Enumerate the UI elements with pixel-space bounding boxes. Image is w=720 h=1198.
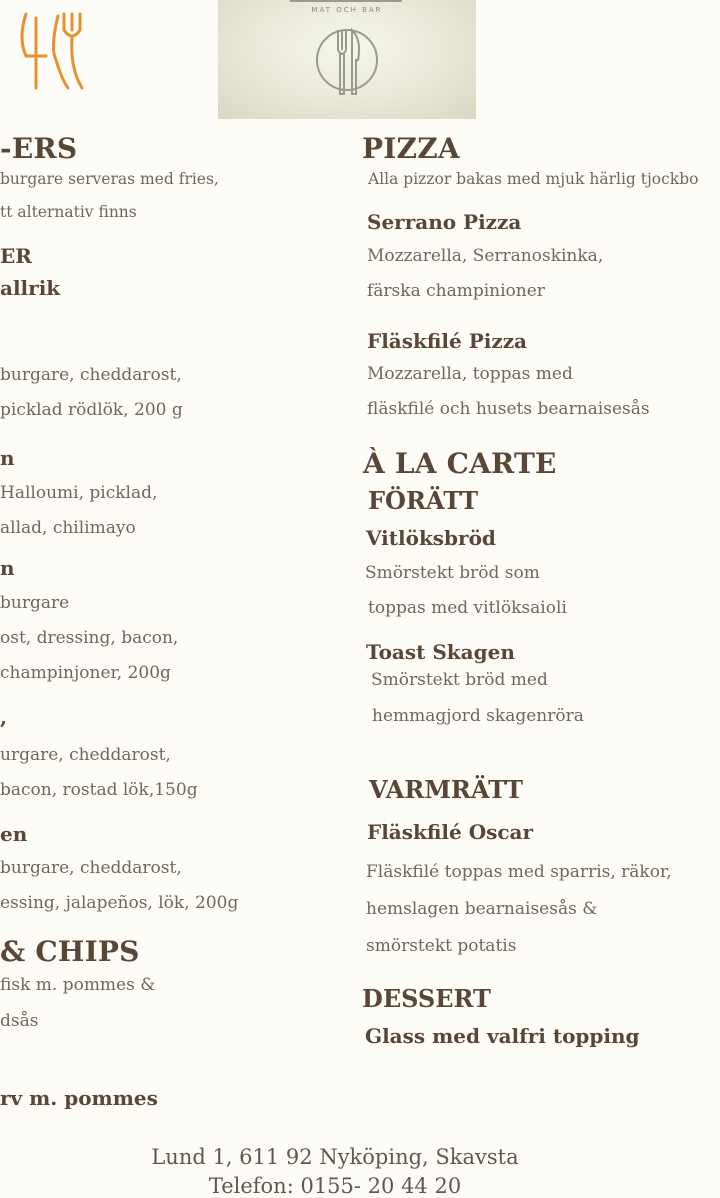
item-d-desc-line-2: ost, dressing, bacon, xyxy=(0,628,179,648)
serrano-desc-line-2: färska champinioner xyxy=(367,281,545,301)
burgers-intro-line-2: tt alternativ finns xyxy=(0,203,137,221)
flaskfile-pizza-desc-line-1: Mozzarella, toppas med xyxy=(367,364,573,384)
toast-skagen-title: Toast Skagen xyxy=(366,640,515,664)
item-c-desc-line-2: allad, chilimayo xyxy=(0,518,136,538)
item-f-desc-line-1: burgare, cheddarost, xyxy=(0,858,182,878)
fish-desc-line-1: fisk m. pommes & xyxy=(0,975,156,995)
item-b-desc-line-2: picklad rödlök, 200 g xyxy=(0,400,183,420)
brand-badge xyxy=(218,0,476,119)
item-d-desc-line-3: champinjoner, 200g xyxy=(0,663,171,683)
item-a-title-line-1: ER xyxy=(0,244,32,268)
item-d-title: n xyxy=(0,556,15,580)
serrano-pizza-title: Serrano Pizza xyxy=(367,210,522,234)
badge-text: MAT OCH BAR xyxy=(311,6,383,14)
alacarte-heading: À LA CARTE xyxy=(363,447,557,480)
item-e-desc-line-1: urgare, cheddarost, xyxy=(0,745,171,765)
forratt-heading: FÖRÄTT xyxy=(368,486,479,515)
fish-desc-line-2: dsås xyxy=(0,1011,39,1031)
item-a-title-line-2: allrik xyxy=(0,276,61,300)
burgers-intro-line-1: burgare serveras med fries, xyxy=(0,170,219,188)
pizza-intro: Alla pizzor bakas med mjuk härlig tjockbo xyxy=(368,170,699,188)
item-c-desc-line-1: Halloumi, picklad, xyxy=(0,483,158,503)
item-f-title: en xyxy=(0,822,28,846)
glass-title: Glass med valfri topping xyxy=(365,1024,640,1048)
oscar-desc-line-2: hemslagen bearnaisesås & xyxy=(366,899,598,919)
item-e-desc-line-2: bacon, rostad lök,150g xyxy=(0,780,198,800)
restaurant-logo-icon xyxy=(12,8,92,96)
item-f-desc-line-2: essing, jalapeños, lök, 200g xyxy=(0,893,239,913)
badge-divider xyxy=(290,0,402,2)
dessert-heading: DESSERT xyxy=(362,984,491,1013)
fork-knife-icon xyxy=(312,20,382,100)
fish-chips-heading: & CHIPS xyxy=(0,935,140,968)
vitloksbrod-desc-line-1: Smörstekt bröd som xyxy=(365,563,540,583)
serrano-desc-line-1: Mozzarella, Serranoskinka, xyxy=(367,246,604,266)
vitloksbrod-title: Vitlöksbröd xyxy=(366,526,496,550)
pizza-heading: PIZZA xyxy=(362,132,460,165)
footer-address: Lund 1, 611 92 Nyköping, Skavsta xyxy=(151,1145,519,1169)
flaskfile-pizza-title: Fläskfilé Pizza xyxy=(367,329,528,353)
burgers-heading: -ERS xyxy=(0,132,78,165)
toast-desc-line-1: Smörstekt bröd med xyxy=(371,670,548,690)
footer-phone: Telefon: 0155- 20 44 20 xyxy=(208,1174,462,1198)
oscar-title: Fläskfilé Oscar xyxy=(367,820,534,844)
vitloksbrod-desc-line-2: toppas med vitlöksaioli xyxy=(368,598,567,618)
item-d-desc-line-1: burgare xyxy=(0,593,70,613)
varmratt-heading: VARMRÄTT xyxy=(369,775,524,804)
flaskfile-pizza-desc-line-2: fläskfilé och husets bearnaisesås xyxy=(367,399,650,419)
item-b-desc-line-1: burgare, cheddarost, xyxy=(0,365,182,385)
last-item-title: rv m. pommes xyxy=(0,1086,158,1110)
toast-desc-line-2: hemmagjord skagenröra xyxy=(372,706,584,726)
oscar-desc-line-1: Fläskfilé toppas med sparris, räkor, xyxy=(366,862,672,882)
item-c-title: n xyxy=(0,446,15,470)
item-e-title: , xyxy=(0,705,7,729)
oscar-desc-line-3: smörstekt potatis xyxy=(366,936,517,956)
